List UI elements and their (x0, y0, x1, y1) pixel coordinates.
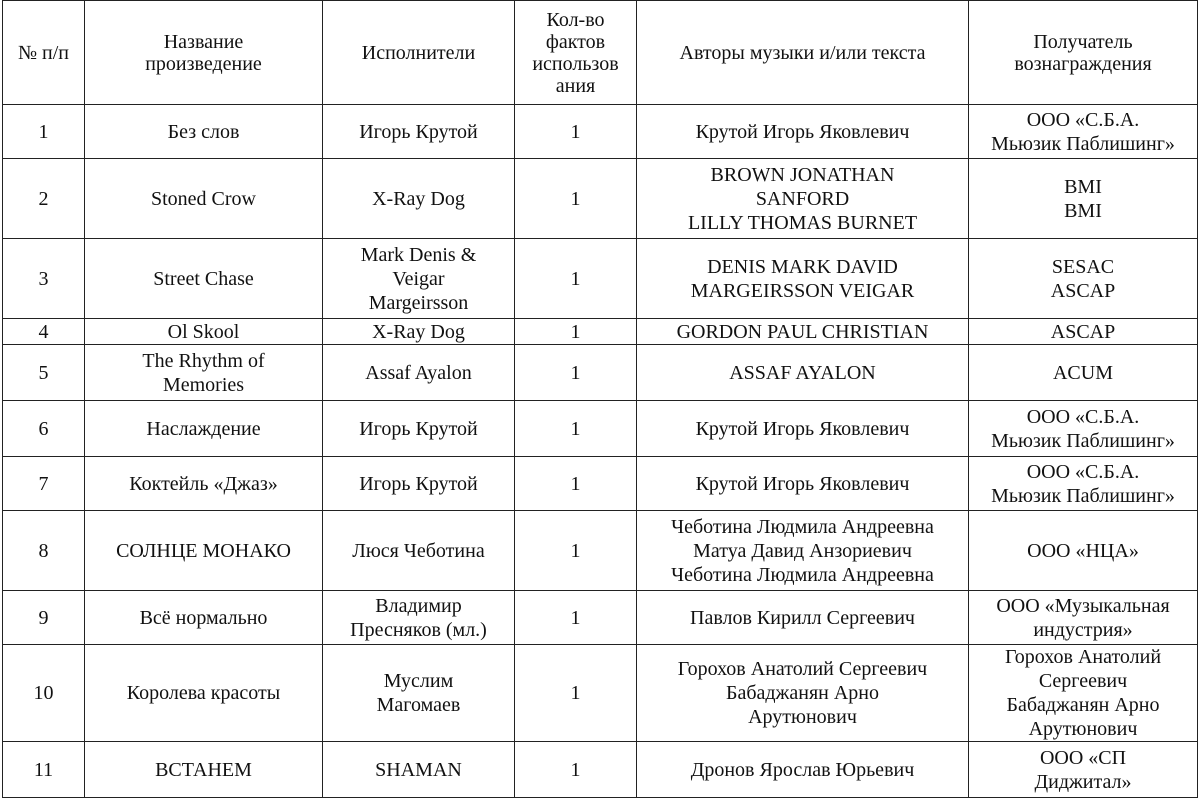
table-row (3, 591, 1198, 645)
performers-cell-line: X-Ray Dog (372, 187, 465, 210)
header-recipient-line: Получатель (1033, 30, 1133, 53)
performers-cell-line: Игорь Крутой (359, 472, 478, 495)
row-number-cell: 7 (3, 457, 85, 511)
recipient-cell-line: Мьюзик Паблишинг» (991, 132, 1175, 155)
header-number-line: № п/п (17, 41, 70, 64)
recipient-cell-line: индустрия» (1033, 618, 1133, 641)
title-cell (85, 591, 323, 645)
recipient-cell-line: ACUM (1052, 361, 1113, 384)
usage-count-cell: 1 (515, 345, 637, 401)
usage-count-cell: 1 (515, 105, 637, 159)
recipient-cell-line: Горохов Анатолий (1004, 646, 1162, 668)
title-cell (85, 319, 323, 345)
usage-count-cell: 1 (515, 457, 637, 511)
authors-cell-line: Чеботина Людмила Андреевна (671, 563, 934, 586)
performers-cell (323, 511, 515, 591)
header-title-line: произведение (145, 52, 262, 75)
authors-cell-line: Павлов Кирилл Сергеевич (690, 606, 915, 629)
header-usage-count-line: фактов (545, 30, 606, 53)
recipient-cell-line: BMI (1064, 175, 1102, 198)
authors-cell (637, 401, 969, 457)
authors-cell-line: Горохов Анатолий Сергеевич (677, 658, 928, 680)
title-cell (85, 239, 323, 319)
title-cell-line: Наслаждение (146, 417, 261, 440)
performers-cell (323, 645, 515, 742)
title-cell (85, 742, 323, 798)
title-cell-line: Коктейль «Джаз» (129, 472, 278, 495)
performers-cell-line: Магомаев (376, 694, 461, 716)
table-row (3, 401, 1198, 457)
usage-count-cell: 1 (515, 401, 637, 457)
authors-cell (637, 105, 969, 159)
header-usage-count (515, 1, 637, 105)
recipient-cell (969, 239, 1198, 319)
recipient-cell-line: ООО «НЦА» (1027, 539, 1139, 562)
royalty-table (2, 0, 1198, 798)
row-number-cell: 9 (3, 591, 85, 645)
performers-cell (323, 159, 515, 239)
header-usage-count-line: использов (532, 52, 619, 75)
authors-cell-line: LILLY THOMAS BURNET (687, 211, 918, 234)
table-header-row (3, 1, 1198, 105)
performers-cell (323, 345, 515, 401)
title-cell-line: Всё нормально (139, 606, 268, 629)
authors-cell (637, 591, 969, 645)
performers-cell (323, 457, 515, 511)
row-number-cell: 1 (3, 105, 85, 159)
header-title (85, 1, 323, 105)
table-row (3, 645, 1198, 742)
recipient-cell (969, 159, 1198, 239)
performers-cell-line: Владимир (375, 594, 462, 617)
authors-cell-line: GORDON PAUL CHRISTIAN (676, 320, 929, 343)
title-cell-line: СОЛНЦЕ МОНАКО (116, 539, 291, 562)
performers-cell (323, 401, 515, 457)
title-cell (85, 457, 323, 511)
authors-cell (637, 345, 969, 401)
recipient-cell (969, 645, 1198, 742)
title-cell (85, 159, 323, 239)
usage-count-cell: 1 (515, 319, 637, 345)
title-cell (85, 345, 323, 401)
row-number-cell: 5 (3, 345, 85, 401)
performers-cell-line: Assaf Ayalon (365, 361, 472, 384)
recipient-cell (969, 401, 1198, 457)
authors-cell-line: DENIS MARK DAVID (707, 255, 898, 278)
recipient-cell-line: ООО «СП (1039, 746, 1127, 769)
authors-cell-line: BROWN JONATHAN (710, 163, 895, 186)
authors-cell-line: Матуа Давид Анзориевич (693, 539, 912, 562)
recipient-cell (969, 511, 1198, 591)
recipient-cell (969, 457, 1198, 511)
recipient-cell-line: Бабаджанян Арно (1006, 694, 1160, 716)
authors-cell-line: MARGEIRSSON VEIGAR (690, 279, 915, 302)
recipient-cell (969, 105, 1198, 159)
usage-count-cell: 1 (515, 159, 637, 239)
performers-cell-line: X-Ray Dog (372, 320, 465, 343)
recipient-cell-line: ООО «С.Б.А. (1026, 460, 1140, 483)
authors-cell-line: SANFORD (755, 187, 850, 210)
header-performers (323, 1, 515, 105)
table-row (3, 239, 1198, 319)
title-cell-line: The Rhythm of (142, 349, 265, 372)
title-cell (85, 645, 323, 742)
recipient-cell-line: ООО «С.Б.А. (1026, 405, 1140, 428)
usage-count-cell: 1 (515, 742, 637, 798)
header-performers-line: Исполнители (361, 41, 476, 64)
table-row (3, 319, 1198, 345)
title-cell-line: ВСТАНЕМ (155, 758, 252, 781)
table-row (3, 105, 1198, 159)
authors-cell-line: ASSAF AYALON (729, 361, 876, 384)
recipient-cell (969, 319, 1198, 345)
row-number-cell: 3 (3, 239, 85, 319)
table-row (3, 742, 1198, 798)
authors-cell-line: Крутой Игорь Яковлевич (695, 120, 910, 143)
recipient-cell-line: ООО «С.Б.А. (1026, 108, 1140, 131)
title-cell (85, 401, 323, 457)
recipient-cell-line: ООО «Музыкальная (996, 594, 1170, 617)
performers-cell-line: Игорь Крутой (359, 120, 478, 143)
table-body (3, 105, 1198, 798)
authors-cell (637, 645, 969, 742)
performers-cell-line: Margeirsson (368, 291, 469, 314)
row-number-cell: 8 (3, 511, 85, 591)
performers-cell-line: Люся Чеботина (352, 539, 485, 562)
title-cell-line: Street Chase (153, 267, 254, 290)
table-row (3, 511, 1198, 591)
title-cell-line: Ol Skool (167, 320, 240, 343)
header-usage-count-line: ания (555, 74, 596, 97)
header-authors (637, 1, 969, 105)
authors-cell-line: Крутой Игорь Яковлевич (695, 472, 910, 495)
authors-cell-line: Крутой Игорь Яковлевич (695, 417, 910, 440)
recipient-cell (969, 742, 1198, 798)
authors-cell-line: Арутюнович (748, 706, 857, 728)
title-cell-line: Stoned Crow (151, 187, 256, 210)
title-cell (85, 511, 323, 591)
table-row (3, 345, 1198, 401)
row-number-cell: 2 (3, 159, 85, 239)
header-recipient-line: вознаграждения (1014, 52, 1152, 75)
recipient-cell-line: Мьюзик Паблишинг» (991, 484, 1175, 507)
row-number-cell: 10 (3, 645, 85, 742)
table-row (3, 457, 1198, 511)
recipient-cell-line: ASCAP (1050, 320, 1116, 343)
usage-count-cell: 1 (515, 591, 637, 645)
authors-cell-line: Бабаджанян Арно (725, 682, 880, 704)
recipient-cell (969, 345, 1198, 401)
table-row (3, 159, 1198, 239)
performers-cell-line: SHAMAN (375, 758, 462, 781)
performers-cell-line: Игорь Крутой (359, 417, 478, 440)
header-number (3, 1, 85, 105)
performers-cell (323, 591, 515, 645)
authors-cell-line: Дронов Ярослав Юрьевич (690, 758, 915, 781)
title-cell (85, 105, 323, 159)
performers-cell (323, 105, 515, 159)
title-cell-line: Королева красоты (126, 682, 281, 704)
authors-cell-line: Чеботина Людмила Андреевна (671, 515, 934, 538)
recipient-cell-line: ASCAP (1050, 279, 1116, 302)
header-title-line: Название (163, 30, 244, 53)
header-recipient (969, 1, 1198, 105)
performers-cell (323, 742, 515, 798)
title-cell-line: Memories (162, 373, 245, 396)
recipient-cell (969, 591, 1198, 645)
header-usage-count-line: Кол-во (546, 8, 605, 31)
authors-cell (637, 319, 969, 345)
row-number-cell: 4 (3, 319, 85, 345)
authors-cell (637, 159, 969, 239)
recipient-cell-line: SESAC (1051, 255, 1115, 278)
performers-cell-line: Пресняков (мл.) (350, 618, 487, 641)
row-number-cell: 11 (3, 742, 85, 798)
header-authors-line: Авторы музыки и/или текста (679, 41, 926, 64)
title-cell-line: Без слов (167, 120, 240, 143)
recipient-cell-line: BMI (1064, 199, 1102, 222)
performers-cell-line: Mark Denis & (360, 243, 477, 266)
usage-count-cell: 1 (515, 511, 637, 591)
authors-cell (637, 239, 969, 319)
recipient-cell-line: Диджитал» (1034, 770, 1132, 793)
performers-cell (323, 319, 515, 345)
row-number-cell: 6 (3, 401, 85, 457)
recipient-cell-line: Мьюзик Паблишинг» (991, 429, 1175, 452)
performers-cell-line: Veigar (392, 267, 445, 290)
authors-cell (637, 457, 969, 511)
usage-count-cell: 1 (515, 239, 637, 319)
performers-cell (323, 239, 515, 319)
authors-cell (637, 511, 969, 591)
authors-cell (637, 742, 969, 798)
usage-count-cell: 1 (515, 645, 637, 742)
performers-cell-line: Муслим (383, 670, 454, 692)
recipient-cell-line: Сергеевич (1038, 670, 1128, 692)
recipient-cell-line: Арутюнович (1028, 718, 1138, 740)
